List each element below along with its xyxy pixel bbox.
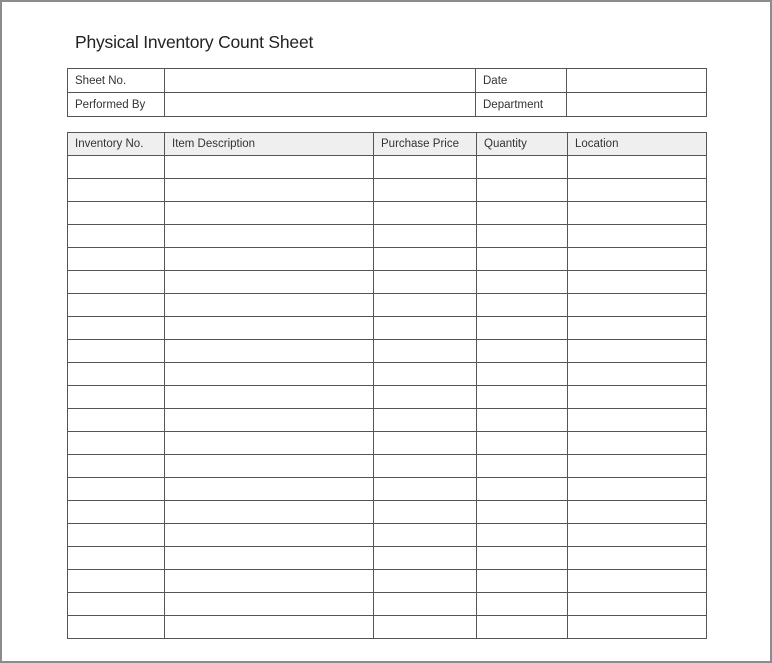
quantity-cell[interactable] [477, 547, 568, 570]
table-row [68, 409, 707, 432]
inventory-no-cell[interactable] [68, 478, 165, 501]
purchase-price-cell[interactable] [374, 547, 477, 570]
quantity-cell[interactable] [477, 524, 568, 547]
item-description-cell[interactable] [165, 547, 374, 570]
inventory-no-cell[interactable] [68, 616, 165, 639]
table-row [68, 524, 707, 547]
quantity-cell[interactable] [477, 386, 568, 409]
inventory-no-cell[interactable] [68, 317, 165, 340]
purchase-price-cell[interactable] [374, 616, 477, 639]
quantity-cell[interactable] [477, 202, 568, 225]
item-description-cell[interactable] [165, 248, 374, 271]
department-label: Department [476, 93, 567, 117]
quantity-cell[interactable] [477, 179, 568, 202]
inventory-no-cell[interactable] [68, 202, 165, 225]
location-cell[interactable] [568, 271, 707, 294]
purchase-price-cell[interactable] [374, 524, 477, 547]
location-cell[interactable] [568, 432, 707, 455]
inventory-no-cell[interactable] [68, 248, 165, 271]
location-cell[interactable] [568, 386, 707, 409]
date-label: Date [476, 69, 567, 93]
purchase-price-cell[interactable] [374, 248, 477, 271]
department-field[interactable] [567, 93, 707, 117]
table-row [68, 547, 707, 570]
table-row [68, 248, 707, 271]
purchase-price-cell[interactable] [374, 202, 477, 225]
quantity-cell[interactable] [477, 478, 568, 501]
table-row [68, 156, 707, 179]
location-cell[interactable] [568, 524, 707, 547]
purchase-price-cell[interactable] [374, 455, 477, 478]
page-title: Physical Inventory Count Sheet [75, 32, 314, 52]
purchase-price-cell[interactable] [374, 317, 477, 340]
location-cell[interactable] [568, 294, 707, 317]
inventory-no-cell[interactable] [68, 386, 165, 409]
sheet-no-label: Sheet No. [68, 69, 165, 93]
table-row [68, 386, 707, 409]
table-row [68, 294, 707, 317]
inventory-no-cell[interactable] [68, 593, 165, 616]
item-description-cell[interactable] [165, 616, 374, 639]
performed-by-field[interactable] [165, 93, 476, 117]
purchase-price-cell[interactable] [374, 432, 477, 455]
inventory-no-cell[interactable] [68, 432, 165, 455]
location-cell[interactable] [568, 317, 707, 340]
inventory-no-cell[interactable] [68, 524, 165, 547]
table-row [68, 363, 707, 386]
table-row [68, 225, 707, 248]
sheet-no-field[interactable] [165, 69, 476, 93]
table-row [68, 616, 707, 639]
purchase-price-cell[interactable] [374, 340, 477, 363]
quantity-cell[interactable] [477, 340, 568, 363]
inventory-no-cell[interactable] [68, 179, 165, 202]
quantity-cell[interactable] [477, 156, 568, 179]
item-description-cell[interactable] [165, 478, 374, 501]
location-cell[interactable] [568, 225, 707, 248]
location-cell[interactable] [568, 248, 707, 271]
table-body [68, 156, 707, 639]
performed-by-label: Performed By [68, 93, 165, 117]
purchase-price-cell[interactable] [374, 271, 477, 294]
quantity-cell[interactable] [477, 409, 568, 432]
item-description-cell[interactable] [165, 593, 374, 616]
item-description-cell[interactable] [165, 409, 374, 432]
quantity-cell[interactable] [477, 271, 568, 294]
column-header-purchase-price: Purchase Price [374, 133, 477, 156]
inventory-no-cell[interactable] [68, 156, 165, 179]
purchase-price-cell[interactable] [374, 478, 477, 501]
purchase-price-cell[interactable] [374, 156, 477, 179]
quantity-cell[interactable] [477, 616, 568, 639]
item-description-cell[interactable] [165, 570, 374, 593]
item-description-cell[interactable] [165, 317, 374, 340]
item-description-cell[interactable] [165, 156, 374, 179]
table-row [68, 478, 707, 501]
purchase-price-cell[interactable] [374, 179, 477, 202]
table-row [68, 340, 707, 363]
purchase-price-cell[interactable] [374, 501, 477, 524]
location-cell[interactable] [568, 455, 707, 478]
column-header-quantity: Quantity [477, 133, 568, 156]
table-row [68, 179, 707, 202]
table-row [68, 271, 707, 294]
purchase-price-cell[interactable] [374, 225, 477, 248]
quantity-cell[interactable] [477, 317, 568, 340]
table-row [68, 593, 707, 616]
location-cell[interactable] [568, 409, 707, 432]
quantity-cell[interactable] [477, 455, 568, 478]
item-description-cell[interactable] [165, 179, 374, 202]
inventory-no-cell[interactable] [68, 294, 165, 317]
quantity-cell[interactable] [477, 294, 568, 317]
inventory-no-cell[interactable] [68, 340, 165, 363]
column-header-inventory-no: Inventory No. [68, 133, 165, 156]
inventory-no-cell[interactable] [68, 547, 165, 570]
item-description-cell[interactable] [165, 455, 374, 478]
location-cell[interactable] [568, 340, 707, 363]
item-description-cell[interactable] [165, 386, 374, 409]
location-cell[interactable] [568, 478, 707, 501]
quantity-cell[interactable] [477, 570, 568, 593]
item-description-cell[interactable] [165, 501, 374, 524]
item-description-cell[interactable] [165, 524, 374, 547]
inventory-no-cell[interactable] [68, 409, 165, 432]
purchase-price-cell[interactable] [374, 593, 477, 616]
quantity-cell[interactable] [477, 225, 568, 248]
table-row [68, 455, 707, 478]
document-page [2, 2, 770, 661]
inventory-items-table [67, 132, 707, 639]
location-cell[interactable] [568, 179, 707, 202]
purchase-price-cell[interactable] [374, 363, 477, 386]
purchase-price-cell[interactable] [374, 294, 477, 317]
purchase-price-cell[interactable] [374, 386, 477, 409]
item-description-cell[interactable] [165, 202, 374, 225]
inventory-no-cell[interactable] [68, 363, 165, 386]
location-cell[interactable] [568, 593, 707, 616]
inventory-no-cell[interactable] [68, 455, 165, 478]
item-description-cell[interactable] [165, 340, 374, 363]
location-cell[interactable] [568, 616, 707, 639]
table-row [68, 317, 707, 340]
info-row-sheet-date [68, 69, 707, 93]
table-row [68, 202, 707, 225]
inventory-no-cell[interactable] [68, 271, 165, 294]
quantity-cell[interactable] [477, 363, 568, 386]
location-cell[interactable] [568, 202, 707, 225]
location-cell[interactable] [568, 156, 707, 179]
inventory-no-cell[interactable] [68, 501, 165, 524]
info-table [67, 68, 707, 117]
quantity-cell[interactable] [477, 432, 568, 455]
inventory-no-cell[interactable] [68, 225, 165, 248]
location-cell[interactable] [568, 363, 707, 386]
table-header-row [68, 133, 707, 156]
purchase-price-cell[interactable] [374, 570, 477, 593]
quantity-cell[interactable] [477, 248, 568, 271]
item-description-cell[interactable] [165, 363, 374, 386]
purchase-price-cell[interactable] [374, 409, 477, 432]
quantity-cell[interactable] [477, 593, 568, 616]
item-description-cell[interactable] [165, 432, 374, 455]
quantity-cell[interactable] [477, 501, 568, 524]
table-row [68, 501, 707, 524]
inventory-no-cell[interactable] [68, 570, 165, 593]
table-row [68, 570, 707, 593]
item-description-cell[interactable] [165, 225, 374, 248]
location-cell[interactable] [568, 547, 707, 570]
location-cell[interactable] [568, 570, 707, 593]
item-description-cell[interactable] [165, 271, 374, 294]
column-header-item-description: Item Description [165, 133, 374, 156]
info-row-performer-department [68, 93, 707, 117]
item-description-cell[interactable] [165, 294, 374, 317]
column-header-location: Location [568, 133, 707, 156]
location-cell[interactable] [568, 501, 707, 524]
table-row [68, 432, 707, 455]
date-field[interactable] [567, 69, 707, 93]
